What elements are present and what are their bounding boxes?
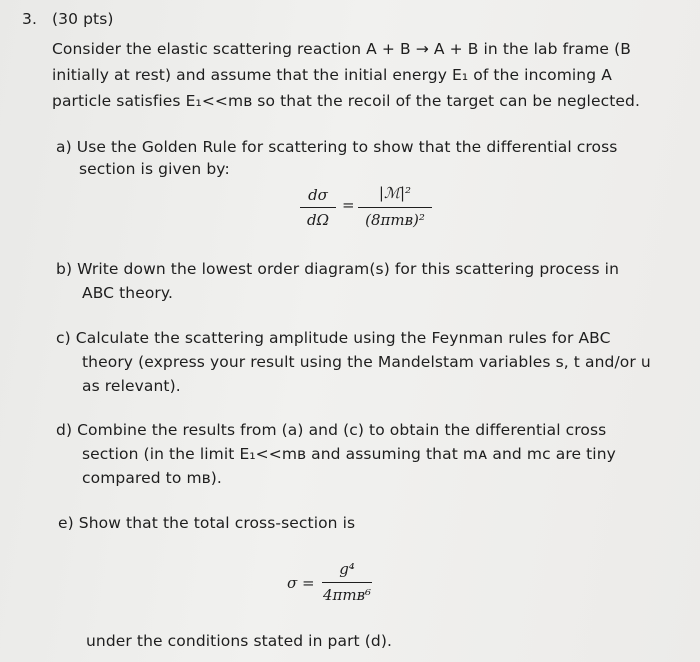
footer-line: under the conditions stated in part (d). xyxy=(86,632,393,650)
part-d-line-2: section (in the limit E₁<<mʙ and assuming that mᴀ and mᴄ are tiny xyxy=(82,445,616,463)
formula-a-lhs-numerator: dσ xyxy=(308,186,328,204)
part-a-line-1: a) Use the Golden Rule for scattering to show that the differential cross xyxy=(56,138,618,156)
part-d-line-1: d) Combine the results from (a) and (c) to obtain the differential cross xyxy=(56,421,607,439)
formula-a-rhs-fraction-bar xyxy=(358,207,432,208)
part-e-line-1: e) Show that the total cross-section is xyxy=(58,514,356,532)
part-d-line-3: compared to mʙ). xyxy=(82,469,222,487)
formula-a-lhs-fraction-bar xyxy=(300,207,336,208)
part-b-line-1: b) Write down the lowest order diagram(s) for this scattering process in xyxy=(56,260,619,278)
part-a-line-2: section is given by: xyxy=(79,160,230,178)
part-c-line-3: as relevant). xyxy=(82,377,181,395)
formula-e-denominator: 4πmʙ⁶ xyxy=(322,586,372,604)
intro-line-1: Consider the elastic scattering reaction A + B → A + B in the lab frame (B xyxy=(52,40,631,58)
problem-number: 3. xyxy=(22,10,37,28)
problem-points: (30 pts) xyxy=(52,10,114,28)
part-c-line-2: theory (express your result using the Mandelstam variables s, t and/or u xyxy=(82,353,651,371)
formula-e-lhs: σ = xyxy=(287,574,315,592)
formula-a-lhs-denominator: dΩ xyxy=(306,211,330,229)
part-b-line-2: ABC theory. xyxy=(82,284,173,302)
part-c-line-1: c) Calculate the scattering amplitude using the Feynman rules for ABC xyxy=(56,329,611,347)
formula-e-fraction-bar xyxy=(322,582,372,583)
intro-line-2: initially at rest) and assume that the initial energy E₁ of the incoming A xyxy=(52,66,612,84)
formula-a-equals: = xyxy=(342,196,355,214)
formula-a-rhs-numerator: |ℳ|² xyxy=(378,184,412,202)
intro-line-3: particle satisfies E₁<<mʙ so that the recoil of the target can be neglected. xyxy=(52,92,640,110)
formula-e-numerator: g⁴ xyxy=(339,560,355,578)
formula-a-rhs-denominator: (8πmʙ)² xyxy=(365,211,425,229)
